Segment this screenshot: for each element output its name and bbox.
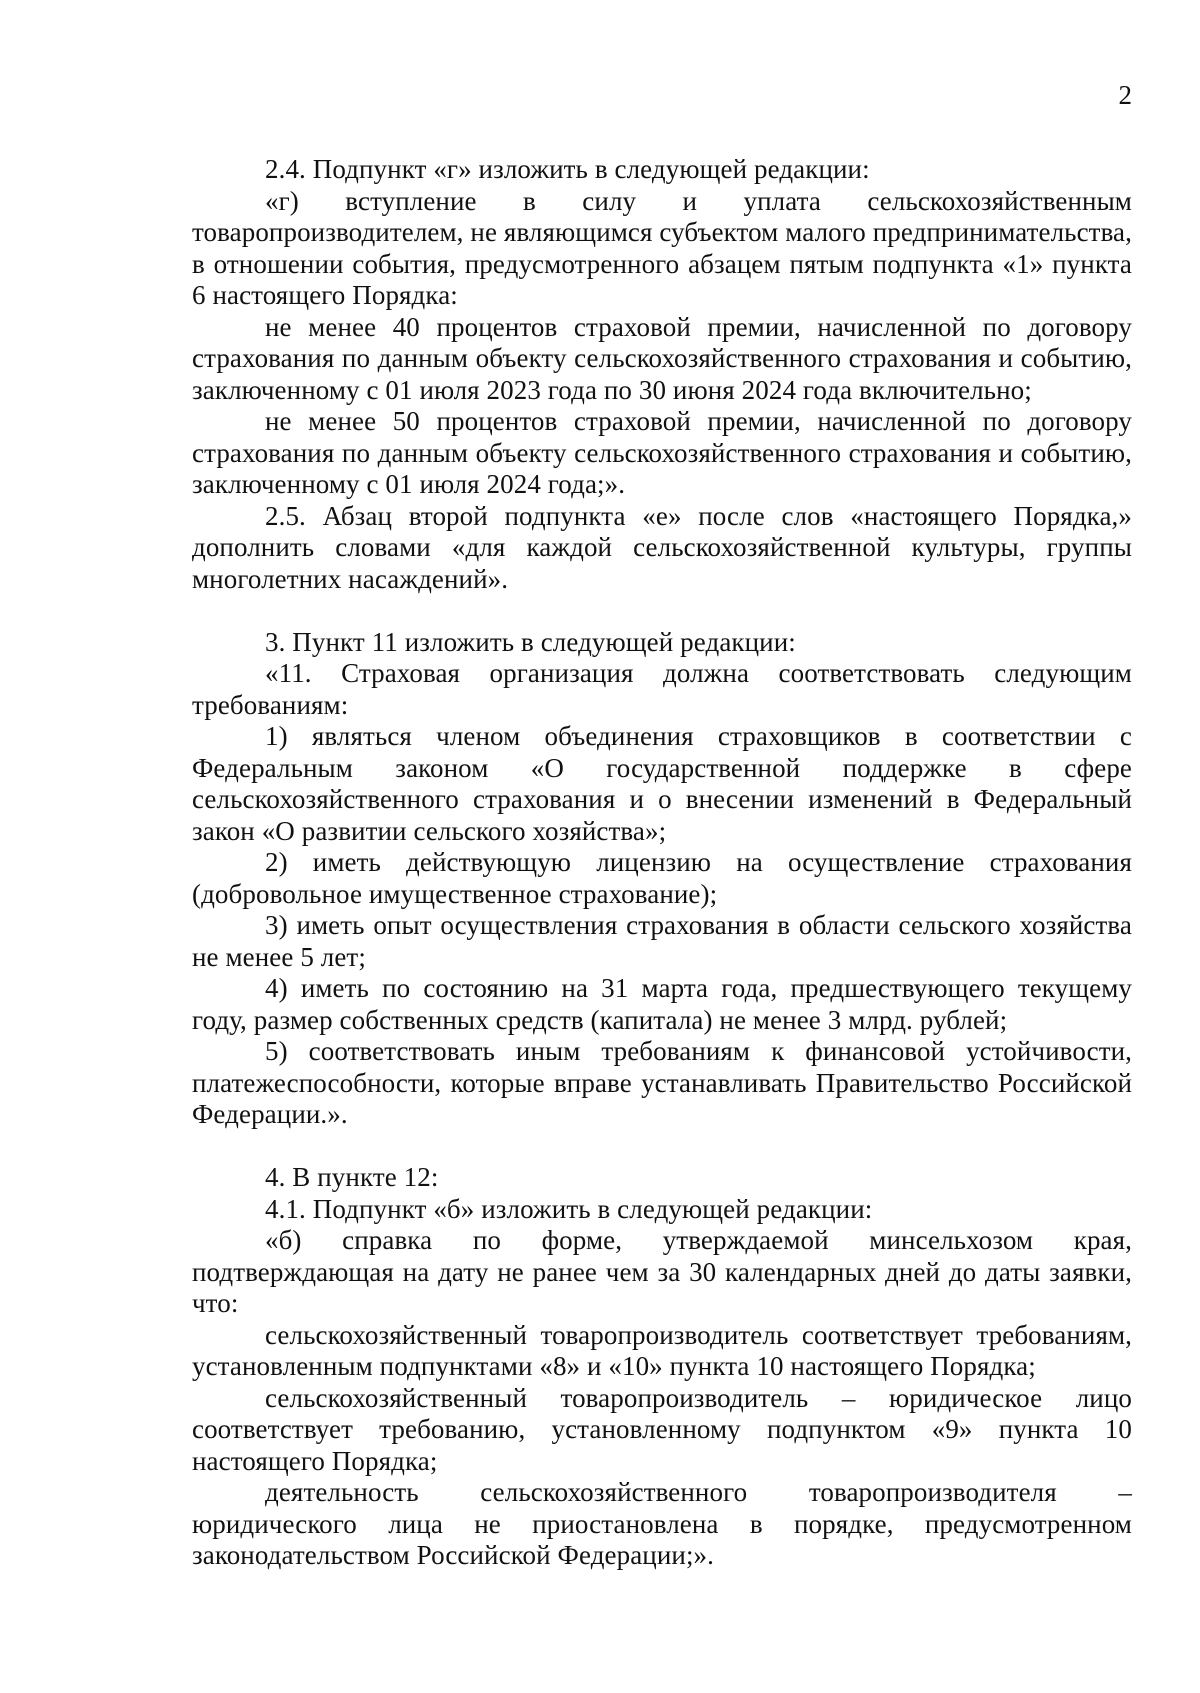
requirement-5: 5) соответствовать иным требованиям к финансовой устойчивости, платежеспособности, которые вправе устанавливать Правительство Российской Федерации.».	[192, 1036, 1132, 1129]
paragraph-3: 3. Пункт 11 изложить в следующей редакции:	[265, 626, 796, 657]
requirement-1: 1) являться членом объединения страховщиков в соответствии с Федеральным законом «О государственной поддержке в сфере сельскохозяйственного страхования и о внесении изменений в Федеральный закон «О развитии сельского хозяйства»;	[192, 721, 1132, 846]
page-number: 2	[1118, 80, 1132, 110]
paragraph-2-5: 2.5. Абзац второй подпункта «е» после слов «настоящего Порядка,» дополнить словами «для каждой сельскохозяйственной культуры, группы многолетних насаждений».	[192, 500, 1132, 594]
condition-2: сельскохозяйственный товаропроизводитель – юридическое лицо соответствует требованию, установленному подпунктом «9» пункта 10 настоящего Порядка;	[192, 1382, 1132, 1476]
paragraph-premium-50: не менее 50 процентов страховой премии, начисленной по договору страхования по данным объекту сельскохозяйственного страхования и событию, заключенному с 01 июля 2024 года;».	[192, 406, 1132, 499]
paragraph-11-intro: «11. Страховая организация должна соответствовать следующим требованиям:	[192, 658, 1132, 720]
requirement-4: 4) иметь по состоянию на 31 марта года, предшествующего текущему году, размер собственных средств (капитала) не менее 3 млрд. рублей;	[192, 973, 1132, 1035]
requirement-3: 3) иметь опыт осуществления страхования в области сельского хозяйства не менее 5 лет;	[192, 910, 1132, 972]
condition-1: сельскохозяйственный товаропроизводитель соответствует требованиям, установленным подпунктами «8» и «10» пункта 10 настоящего Порядка;	[192, 1319, 1132, 1381]
paragraph-4-1-b: «б) справка по форме, утверждаемой минсельхозом края, подтверждающая на дату не ранее чем за 30 календарных дней до даты заявки, что:	[192, 1225, 1132, 1318]
paragraph-2-4-g: «г) вступление в силу и уплата сельскохозяйственным товаропроизводителем, не являющимся субъектом малого предпринимательства, в отношении события, предусмотренного абзацем пятым подпункта «1» пункта 6 настоящего Порядка:	[192, 185, 1132, 310]
paragraph-4-1: 4.1. Подпункт «б» изложить в следующей редакции:	[265, 1193, 873, 1224]
paragraph-premium-40: не менее 40 процентов страховой премии, начисленной по договору страхования по данным объекту сельскохозяйственного страхования и событию, заключенному с 01 июля 2023 года по 30 июня 2024 года включительно;	[192, 311, 1132, 405]
document-body	[192, 154, 1132, 1572]
section-gap	[192, 595, 1132, 627]
paragraph-2-4: 2.4. Подпункт «г» изложить в следующей редакции:	[265, 154, 870, 184]
condition-3: деятельность сельскохозяйственного товаропроизводителя – юридического лица не приостановлена в порядке, предусмотренном законодательством Российской Федерации;».	[192, 1477, 1132, 1570]
paragraph-4: 4. В пункте 12:	[265, 1162, 439, 1192]
requirement-2: 2) иметь действующую лицензию на осуществление страхования (добровольное имущественное страхование);	[192, 847, 1132, 909]
section-gap	[192, 1131, 1132, 1163]
